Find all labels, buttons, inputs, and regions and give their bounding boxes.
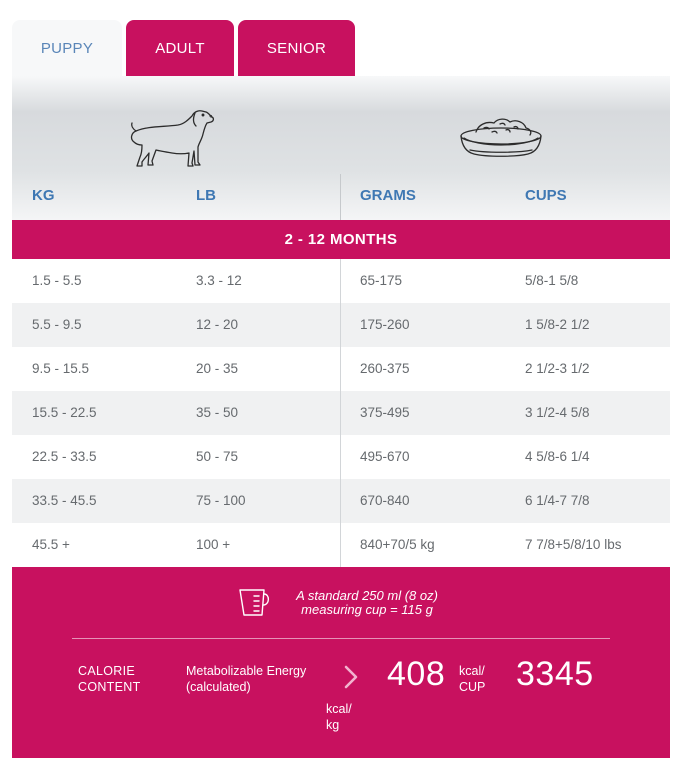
- cup-note: [282, 589, 452, 617]
- table-divider: [340, 259, 341, 567]
- cell-cups: 6 1/4-7 7/8: [525, 493, 590, 508]
- cell-cups: 2 1/2-3 1/2: [525, 361, 590, 376]
- cell-cups: 5/8-1 5/8: [525, 273, 579, 288]
- cell-cups: 4 5/8-6 1/4: [525, 449, 590, 464]
- calorie-label-line1: CALORIE: [78, 664, 135, 678]
- cell-cups: 1 5/8-2 1/2: [525, 317, 590, 332]
- tab-senior[interactable]: SENIOR: [238, 20, 355, 76]
- cell-lb: 100 +: [196, 537, 231, 552]
- cell-lb: 3.3 - 12: [196, 273, 242, 288]
- cell-grams: 670-840: [360, 493, 410, 508]
- tab-adult[interactable]: ADULT: [126, 20, 234, 76]
- cell-lb: 20 - 35: [196, 361, 239, 376]
- header-divider: [340, 174, 341, 220]
- column-header-grams: GRAMS: [360, 187, 416, 204]
- calorie-label-line2: CONTENT: [78, 680, 141, 694]
- cell-grams: 65-175: [360, 273, 403, 288]
- calorie-footer: [12, 567, 670, 758]
- tab-puppy[interactable]: PUPPY: [12, 20, 122, 76]
- table-row: [12, 435, 670, 479]
- cell-cups: 7 7/8+5/8/10 lbs: [525, 537, 622, 552]
- feeding-table: [12, 259, 670, 567]
- table-row: [12, 391, 670, 435]
- age-band: 2 - 12 MONTHS: [12, 220, 670, 259]
- cup-note-line2: measuring cup = 115 g: [301, 602, 433, 617]
- measuring-cup-icon: [238, 585, 272, 617]
- cell-kg: 1.5 - 5.5: [32, 273, 82, 288]
- cell-kg: 9.5 - 15.5: [32, 361, 90, 376]
- table-row: [12, 303, 670, 347]
- chevron-right-icon: [342, 663, 360, 691]
- cell-lb: 35 - 50: [196, 405, 239, 420]
- energy-label-line2: (calculated): [186, 680, 251, 694]
- cell-grams: 840+70/5 kg: [360, 537, 435, 552]
- cell-lb: 50 - 75: [196, 449, 239, 464]
- cell-grams: 375-495: [360, 405, 410, 420]
- table-row: [12, 347, 670, 391]
- kcal-kg-unit-line2: kg: [326, 718, 340, 732]
- column-header-lb: LB: [196, 187, 216, 204]
- kcal-per-kg-value: 3345: [516, 655, 594, 693]
- table-header: [12, 76, 670, 220]
- cell-grams: 260-375: [360, 361, 410, 376]
- cell-grams: 495-670: [360, 449, 410, 464]
- cell-kg: 45.5 +: [32, 537, 70, 552]
- calorie-content-label: [78, 663, 158, 695]
- column-header-cups: CUPS: [525, 187, 567, 204]
- cell-lb: 12 - 20: [196, 317, 239, 332]
- kcal-cup-unit-line2: CUP: [459, 680, 486, 694]
- cell-kg: 15.5 - 22.5: [32, 405, 97, 420]
- age-tabs: [12, 20, 670, 76]
- cell-kg: 22.5 - 33.5: [32, 449, 97, 464]
- cell-kg: 5.5 - 9.5: [32, 317, 82, 332]
- table-row: [12, 259, 670, 303]
- cup-note-line1: A standard 250 ml (8 oz): [296, 588, 438, 603]
- cell-grams: 175-260: [360, 317, 410, 332]
- table-row: [12, 479, 670, 523]
- cell-lb: 75 - 100: [196, 493, 246, 508]
- food-bowl-icon: [456, 114, 546, 164]
- kcal-cup-unit-line1: kcal/: [459, 664, 485, 678]
- cell-cups: 3 1/2-4 5/8: [525, 405, 590, 420]
- table-row: [12, 523, 670, 567]
- dog-icon: [126, 106, 218, 172]
- kcal-kg-unit-line1: kcal/: [326, 702, 352, 716]
- metabolizable-energy-label: [186, 663, 336, 695]
- column-header-kg: KG: [32, 187, 55, 204]
- kcal-per-cup-unit: [459, 663, 485, 695]
- cell-kg: 33.5 - 45.5: [32, 493, 97, 508]
- footer-divider: [72, 638, 610, 639]
- energy-label-line1: Metabolizable Energy: [186, 664, 307, 678]
- kcal-per-cup-value: 408: [387, 655, 446, 693]
- kcal-per-kg-unit: [326, 701, 366, 733]
